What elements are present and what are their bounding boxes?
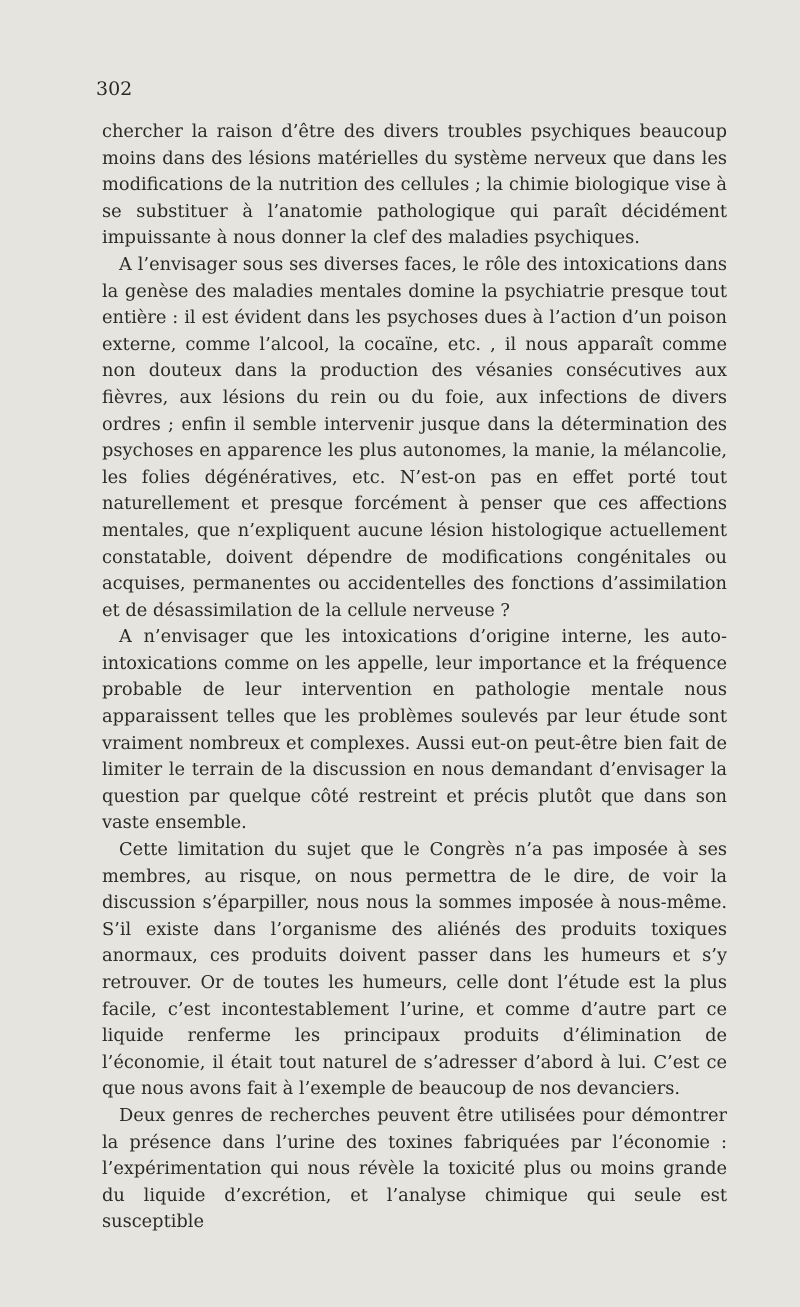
body-text	[102, 119, 727, 1236]
paragraph-4: Cette limitation du sujet que le Congrès n’a pas imposée à ses membres, au risque, on nous permettra de le dire, de voir la discussion s’éparpiller, nous nous la sommes imposée à nous-même. S’il existe dans l’organisme des aliénés des produits toxiques anormaux, ces produits doivent passer dans les humeurs et s’y retrouver. Or de toutes les humeurs, celle dont l’étude est la plus facile, c’est incontestablement l’urine, et comme d’autre part ce liquide renferme les principaux produits d’élimination de l’économie, il était tout naturel de s’adresser d’abord à lui. C’est ce que nous avons fait à l’exemple de beaucoup de nos devanciers.	[102, 839, 727, 1100]
page-number: 302	[96, 78, 133, 100]
paragraph-1: chercher la raison d’être des divers troubles psychiques beaucoup moins dans des lésions matérielles du système nerveux que dans les modifications de la nutrition des cellules ; la chimie biologique vise à se substituer à l’anatomie pathologique qui paraît décidément impuissante à nous donner la clef des maladies psychiques.	[102, 121, 727, 249]
paragraph-2: A l’envisager sous ses diverses faces, le rôle des intoxications dans la genèse des maladies mentales domine la psychiatrie presque tout entière : il est évident dans les psychoses dues à l’action d’un poison externe, comme l’alcool, la cocaïne, etc. , il nous apparaît comme non douteux dans la production des vésanies consécutives aux fièvres, aux lésions du rein ou du foie, aux infections de divers ordres ; enfin il semble intervenir jusque dans la détermination des psychoses en apparence les plus autonomes, la manie, la mélancolie, les folies dégénératives, etc. N’est-on pas en effet porté tout naturellement et presque forcément à penser que ces affections mentales, que n’expliquent aucune lésion histologique actuellement constatable, doivent dépendre de modifications congénitales ou acquises, permanentes ou accidentelles des fonctions d’assimilation et de désassimilation de la cellule nerveuse ?	[102, 253, 727, 621]
paragraph-5: Deux genres de recherches peuvent être utilisées pour démontrer la présence dans l’urine des toxines fabriquées par l’économie : l’expérimentation qui nous révèle la toxicité plus ou moins grande du liquide d’excrétion, et l’analyse chimique qui seule est susceptible	[102, 1104, 727, 1233]
paragraph-3: A n’envisager que les intoxications d’origine interne, les auto-intoxications comme on les appelle, leur importance et la fréquence probable de leur intervention en pathologie mentale nous apparaissent telles que les problèmes soulevés par leur étude sont vraiment nombreux et complexes. Aussi eut-on peut-être bien fait de limiter le terrain de la discussion en nous demandant d’envisager la question par quelque côté restreint et précis plutôt que dans son vaste ensemble.	[102, 626, 727, 834]
